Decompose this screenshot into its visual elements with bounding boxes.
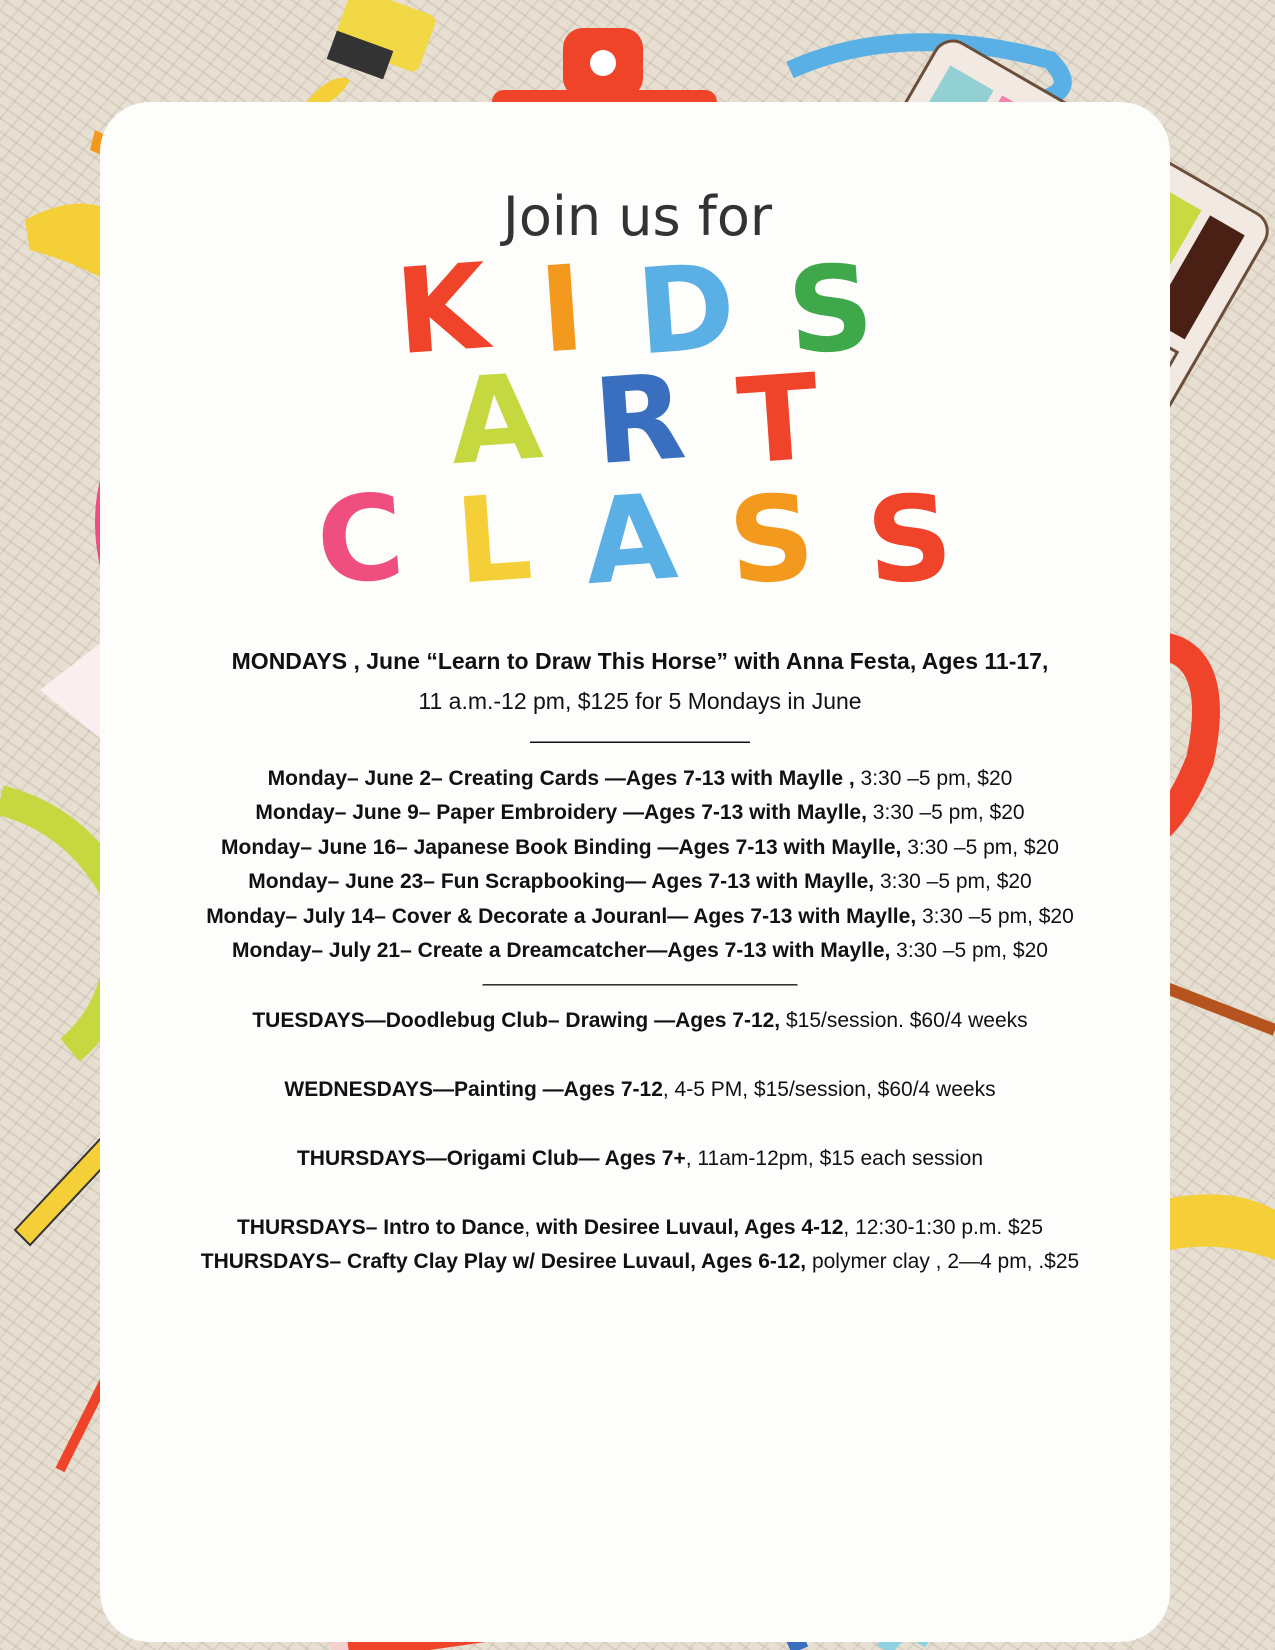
class-time-price: , 11am-12pm, $15 each session	[685, 1147, 984, 1170]
class-name: Monday– July 14– Cover & Decorate a Jouranl— Ages 7-13 with Maylle,	[206, 905, 917, 928]
title-letter: S	[862, 466, 963, 612]
title-letter: S	[783, 236, 884, 382]
class-name: Monday– June 9– Paper Embroidery —Ages 7-13 with Maylle,	[255, 801, 867, 824]
title-letter: I	[535, 238, 595, 380]
class-name: WEDNESDAYS—Painting —Ages 7-12	[284, 1078, 663, 1101]
list-item	[150, 1147, 1130, 1171]
list-item	[150, 1078, 1130, 1102]
featured-class-details: 11 a.m.-12 pm, $125 for 5 Mondays in June	[418, 688, 862, 714]
list-item	[150, 905, 1130, 929]
class-name: THURSDAYS– Intro to Dance	[236, 1216, 525, 1239]
class-time-price: , 12:30-1:30 p.m. $25	[843, 1216, 1044, 1239]
title-letter: S	[724, 466, 825, 612]
list-item	[150, 939, 1130, 963]
class-time-price: , 4-5 PM, $15/session, $60/4 weeks	[662, 1078, 996, 1101]
title-letter: C	[312, 466, 415, 612]
list-item	[150, 767, 1130, 791]
list-item	[150, 1009, 1130, 1033]
list-item	[150, 836, 1130, 860]
title-word-class	[0, 466, 1275, 612]
class-time-price: 3:30 –5 pm, $20	[874, 870, 1032, 893]
class-time-price: polymer clay , 2—4 pm, .$25	[806, 1250, 1080, 1273]
yellow-paint-tube-icon	[300, 0, 438, 112]
intro-heading: Join us for	[502, 185, 773, 248]
class-instructor: with Desiree Luvaul, Ages 4-12	[536, 1216, 844, 1239]
list-item	[150, 870, 1130, 894]
class-time-price: 3:30 –5 pm, $20	[916, 905, 1074, 928]
class-separator: ,	[524, 1216, 537, 1239]
class-time-price: $15/session. $60/4 weeks	[780, 1009, 1028, 1032]
class-name: THURSDAYS– Crafty Clay Play w/ Desiree Luvaul, Ages 6-12,	[200, 1250, 807, 1273]
title-letter: D	[632, 236, 746, 382]
class-name: THURSDAYS—Origami Club— Ages 7+	[296, 1147, 686, 1170]
list-item	[150, 1250, 1130, 1274]
list-item	[150, 801, 1130, 825]
section-divider: ——————————	[530, 728, 750, 753]
class-time-price: 3:30 –5 pm, $20	[854, 767, 1013, 790]
class-time-price: 3:30 –5 pm, $20	[901, 836, 1059, 859]
title-word-art	[0, 346, 1275, 492]
title-letter: A	[580, 466, 687, 612]
class-time-price: 3:30 –5 pm, $20	[890, 939, 1048, 962]
title-letter: A	[445, 346, 553, 492]
title-letter: R	[589, 346, 697, 492]
class-name: Monday– July 21– Create a Dreamcatcher—Ages 7-13 with Maylle,	[232, 939, 891, 962]
title-letter: T	[733, 347, 830, 491]
title-letter: L	[451, 467, 543, 611]
class-name: Monday– June 2– Creating Cards —Ages 7-13 with Maylle ,	[267, 767, 855, 790]
title-letter: K	[391, 236, 498, 382]
list-item	[150, 1216, 1130, 1240]
class-name: Monday– June 16– Japanese Book Binding —Ages 7-13 with Maylle,	[221, 836, 902, 859]
class-name: Monday– June 23– Fun Scrapbooking— Ages 7-13 with Maylle,	[248, 870, 875, 893]
class-name: TUESDAYS—Doodlebug Club– Drawing —Ages 7-12,	[252, 1009, 781, 1032]
section-divider: ———————————————	[482, 972, 798, 995]
class-time-price: 3:30 –5 pm, $20	[866, 801, 1025, 824]
featured-class-title: MONDAYS , June “Learn to Draw This Horse” with Anna Festa, Ages 11-17,	[231, 648, 1049, 674]
